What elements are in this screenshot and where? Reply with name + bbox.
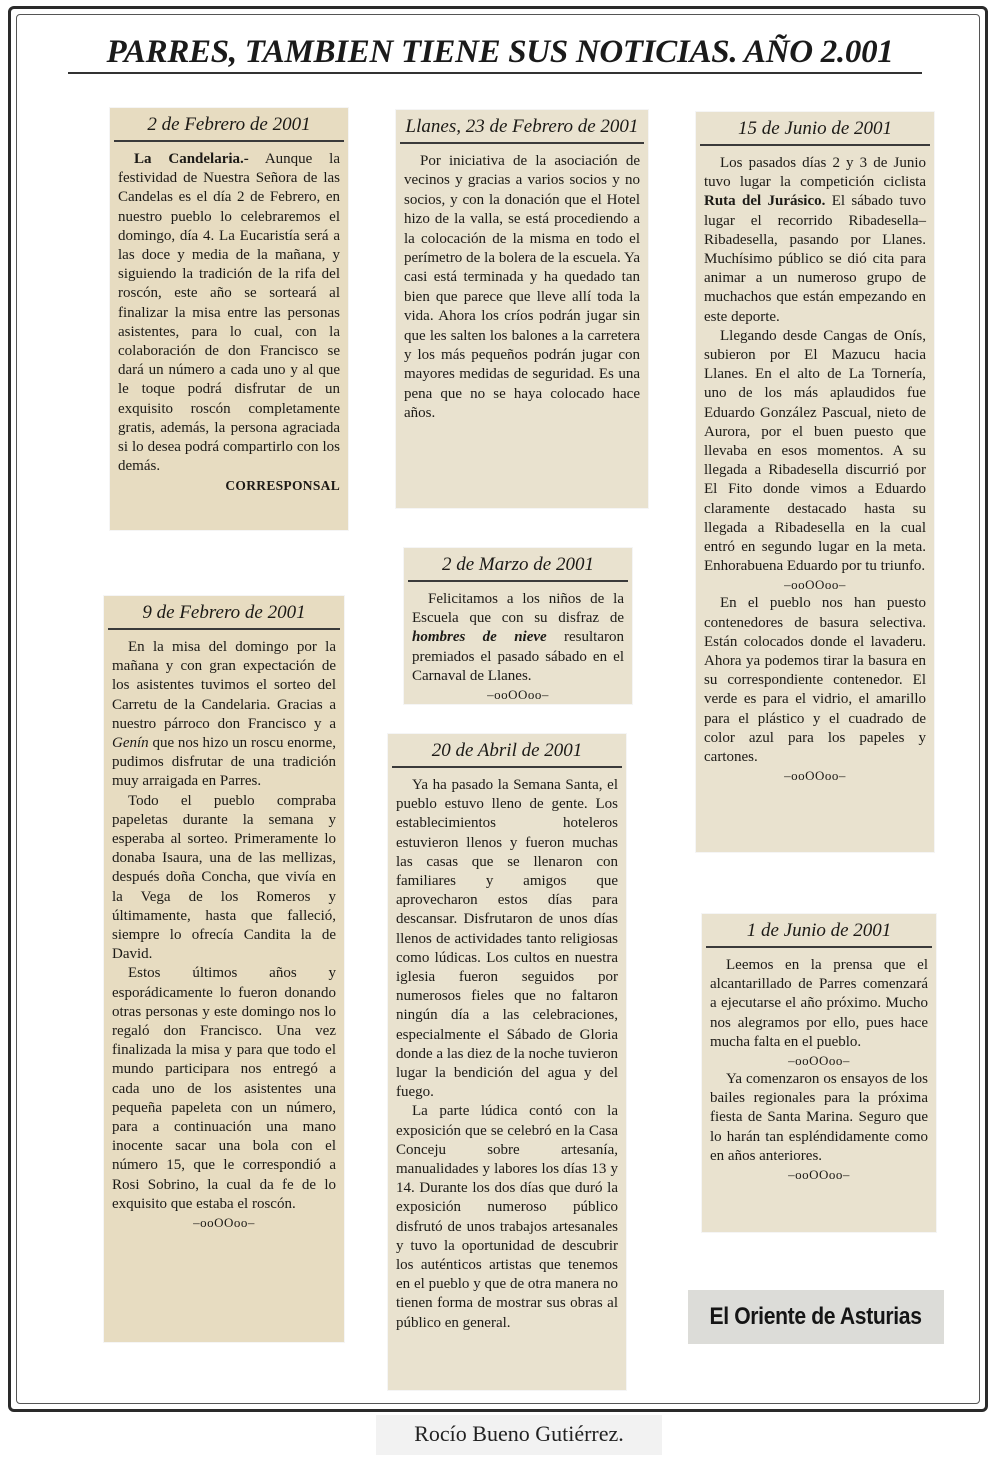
clipping-text-span: En la misa del domingo por la mañana y con gran expectación de los asistentes tuvimos el sorteo del Carretu de la Candelaria. Gracias a nuestro párroco don Francisco y a xyxy=(112,639,336,732)
separator: –ooOOoo– xyxy=(784,768,846,784)
clipping-paragraph xyxy=(112,638,336,792)
clipping-date: 2 de Febrero de 2001 xyxy=(114,108,344,142)
clipping-date: Llanes, 23 de Febrero de 2001 xyxy=(400,110,644,144)
clipping-date: 2 de Marzo de 2001 xyxy=(408,548,628,582)
clipping-date: 20 de Abril de 2001 xyxy=(392,734,622,768)
clipping-signature: CORRESPONSAL xyxy=(225,478,340,494)
clipping-date: 9 de Febrero de 2001 xyxy=(108,596,340,630)
clipping-text: Por iniciativa de la asociación de vecinos y gracias a varios socios y no socios, y con la donación que el Hotel hizo de la valla, se está procediendo a la colocación de la misma en todo el perímetro de la bolera de la escuela. Ya casi está terminada y ha quedado tan bien que parece que lleve allí toda la vida. Ahora los críos podrán jugar sin que les salten los balones a la carretera y los más pequeños podrán jugar con mayores medidas de seguridad. Es una pena que no se haya colocado hace años. xyxy=(404,153,640,422)
title-underline xyxy=(68,72,922,74)
clipping-ruta-jurasico xyxy=(696,112,934,852)
clipping-paragraph: Estos últimos años y esporádicamente lo fueron donando otras personas y este domingo nos lo regaló don Francisco. Una vez finalizada la misa y para que todo el mundo participara nos entregó a cada uno de los asistentes una pequeña papeleta con un número, para a continuación una mano inocente sacar una bola con el número 15, que le correspondió a Rosi Sobrino, la cual da fe de lo exquisito que estaba el roscón. xyxy=(112,965,336,1212)
clipping-alcantarillado xyxy=(702,914,936,1232)
clipping-paragraph: La parte lúdica contó con la exposición que se celebró en la Casa Conceju sobre artesanía, manualidades y labores los días 13 y 14. Durante los dos días que duró la exposición numeroso público disfrutó de unos trabajos artesanales y tuvo la oportunidad de descubrir los auténticos artistas que tenemos en el pueblo y que de otra manera no tienen forma de mostrar sus obras al público en general. xyxy=(396,1103,618,1331)
clipping-body-text: Aunque la festividad de Nuestra Señora de las Candelas es el día 2 de Febrero, en nuestro pueblo lo celebraremos el domingo, día 4. La Eucaristía será a las doce y media de la mañana, y siguiendo la tradición de la rifa del roscón, este año se sorteará al finalizar la misa entre las personas asistentes, para lo cual, con la colaboración de don Francisco se dará un número a cada uno y al que le toque podrá disfrutar de un exquisito roscón completamente gratis, además, la persona agraciada si lo desea podrá compartirlo con los demás. xyxy=(118,151,340,475)
clipping-paragraph: Llegando desde Cangas de Onís, subieron por El Mazucu hacia Llanes. En el alto de La Tornería, uno de los más aplaudidos fue Eduardo González Pascual, nieto de Aurora, por el buen puesto que llevaba en esos momentos. A su llegada a Ribadesella discurrió por El Fito donde vimos a Eduardo claramente destacado hasta su llegada a Ribadesella en la cual entró en segundo lugar en la meta. Enhorabuena Eduardo por tu triunfo. xyxy=(704,327,926,575)
clipping-bold-text: Ruta del Jurásico. xyxy=(704,193,826,210)
clipping-paragraph xyxy=(412,590,624,686)
author-name: Rocío Bueno Gutiérrez. xyxy=(376,1415,662,1455)
clipping-carretu xyxy=(104,596,344,1342)
clipping-lead: La Candelaria.- xyxy=(134,151,249,167)
clipping-text-span: Felicitamos a los niños de la Escuela que con su disfraz de xyxy=(412,591,624,627)
clipping-candelaria xyxy=(110,108,348,530)
separator: –ooOOoo– xyxy=(788,1053,850,1069)
clipping-valla-bolera xyxy=(396,110,648,508)
clipping-text-span: El sábado tuvo lugar el recorrido Ribadesella–Ribadesella, pasando por Llanes. Muchísimo público se dió cita para animar a un numeroso grupo de muchachos que están empezando en este deporte. xyxy=(704,193,926,325)
separator: –ooOOoo– xyxy=(487,687,549,703)
clipping-text-span: que nos hizo un roscu enorme, pudimos disfrutar de una tradición muy arraigada en Parres. xyxy=(112,735,336,790)
clipping-text xyxy=(118,150,340,476)
separator: –ooOOoo– xyxy=(788,1167,850,1183)
separator: –ooOOoo– xyxy=(193,1215,255,1231)
clipping-date: 15 de Junio de 2001 xyxy=(700,112,930,146)
clipping-paragraph xyxy=(704,154,926,327)
masthead-text: El Oriente de Asturias xyxy=(709,1303,923,1330)
clipping-paragraph: En el pueblo nos han puesto contenedores de basura selectiva. Están colocados donde el lavaderu. Ahora ya podemos tirar la basura en su correspondiente contenedor. El verde es para el vidrio, el amarillo para el plástico y el cuadrado de color azul para los papeles y cartones. xyxy=(704,595,926,766)
page-title: PARRES, TAMBIEN TIENE SUS NOTICIAS. AÑO 2.001 xyxy=(106,34,894,70)
clipping-text-span: resultaron premiados el pasado sábado en el Carnaval de Llanes. xyxy=(412,629,624,684)
clipping-paragraph: Ya comenzaron os ensayos de los bailes regionales para la próxima fiesta de Santa Marina. Seguro que lo harán tan espléndidamente como en años anteriores. xyxy=(710,1071,928,1164)
clipping-paragraph: Leemos en la prensa que el alcantarillado de Parres comenzará a ejecutarse el año próximo. Mucho nos alegramos por ello, pues hace mucha falta en el pueblo. xyxy=(710,957,928,1050)
clipping-carnaval xyxy=(404,548,632,704)
separator: –ooOOoo– xyxy=(784,577,846,593)
clipping-semana-santa xyxy=(388,734,626,1390)
clipping-emphasis-text: hombres de nieve xyxy=(412,629,547,646)
newspaper-masthead xyxy=(688,1290,944,1344)
clipping-italic-text: Genín xyxy=(112,735,149,752)
clipping-paragraph: Todo el pueblo compraba papeletas durante la semana y esperaba al sorteo. Primeramente lo donaba Isaura, una de las mellizas, después doña Concha, que vivía en la Vega de los Romeros y últimamente, hasta que falleció, siempre lo ofrecía Candita la de David. xyxy=(112,792,336,963)
clipping-paragraph: Ya ha pasado la Semana Santa, el pueblo estuvo lleno de gente. Los establecimientos hoteleros estuvieron llenos y fueron muchas las casas que se llenaron con familiares y amigos que aprovecharon estos días para descansar. Disfrutaron de unos días llenos de actividades tanto religiosas como lúdicas. Los cultos en nuestra iglesia fueron seguidos por numerosos fieles que no faltaron ningún día a las celebraciones, especialmente el Sábado de Gloria donde a las diez de la noche tuvieron lugar la bendición del agua y del fuego. xyxy=(396,777,618,1101)
clipping-text-span: Los pasados días 2 y 3 de Junio tuvo lugar la competición ciclista xyxy=(704,155,926,191)
clipping-date: 1 de Junio de 2001 xyxy=(706,914,932,948)
